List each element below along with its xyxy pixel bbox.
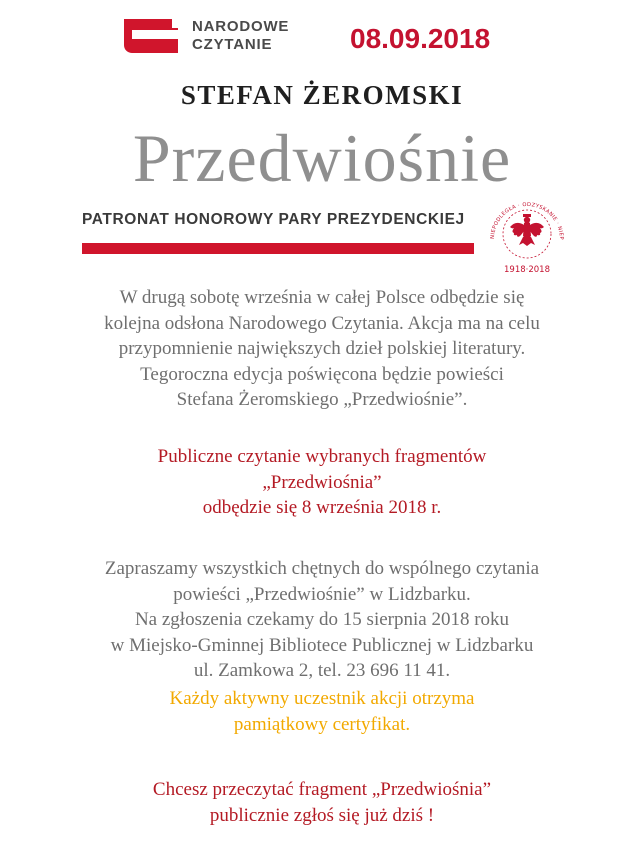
independence-emblem [486,198,568,280]
intro-line: kolejna odsłona Narodowego Czytania. Akcja ma na celu [104,312,540,334]
logo-line-1: NARODOWE [192,18,290,35]
intro-line: przypomnienie największych dzieł polskiej literatury. [118,338,526,359]
book-title: Przedwiośnie [132,120,512,196]
logo-text [192,18,289,54]
certificate-note [0,686,644,737]
invitation-line: Zapraszamy wszystkich chętnych do wspólnego czytania [104,558,540,579]
call-to-action-line: Chcesz przeczytać fragment „Przedwiośnia” [152,779,492,800]
announcement-line: Publiczne czytanie wybranych fragmentów [157,446,487,467]
invitation-line: ul. Zamkowa 2, tel. 23 696 11 41. [193,660,451,681]
emblem-years: 1918·2018 [504,265,550,275]
certificate-line: pamiątkowy certyfikat. [233,713,411,735]
author-name: STEFAN ŻEROMSKI [180,80,464,110]
intro-line: Stefana Żeromskiego „Przedwiośnie”. [176,389,468,410]
patronage-bar [82,243,474,254]
invitation-paragraph [0,556,644,684]
announcement-paragraph [0,444,644,521]
patronage-label: PATRONAT HONOROWY PARY PREZYDENCKIEJ [82,211,465,228]
invitation-line: w Miejsko-Gminnej Bibliotece Publicznej w Lidzbarku [110,634,534,656]
invitation-line: powieści „Przedwiośnie” w Lidzbarku. [173,583,471,605]
intro-line: W drugą sobotę września w całej Polsce odbędzie się [119,287,525,308]
intro-paragraph [0,285,644,413]
invitation-line: Na zgłoszenia czekamy do 15 sierpnia 2018 roku [134,609,510,630]
narodowe-czytanie-logo [120,16,289,56]
polish-eagle-icon [486,198,568,280]
logo-line-2: CZYTANIE [192,36,273,53]
certificate-line: Każdy aktywny uczestnik akcji otrzyma [169,688,475,709]
intro-line: Tegoroczna edycja poświęcona będzie powieści [140,363,504,385]
announcement-line: „Przedwiośnia” [262,471,382,493]
announcement-line: odbędzie się 8 września 2018 r. [202,497,442,518]
call-to-action [0,777,644,828]
call-to-action-line: publicznie zgłoś się już dziś ! [209,804,435,826]
event-date: 08.09.2018 [350,23,491,54]
emblem-ring-text: NIEPODLEGŁA · ODZYSKANIE · NIEP [489,201,565,241]
book-logo-icon [120,16,182,56]
